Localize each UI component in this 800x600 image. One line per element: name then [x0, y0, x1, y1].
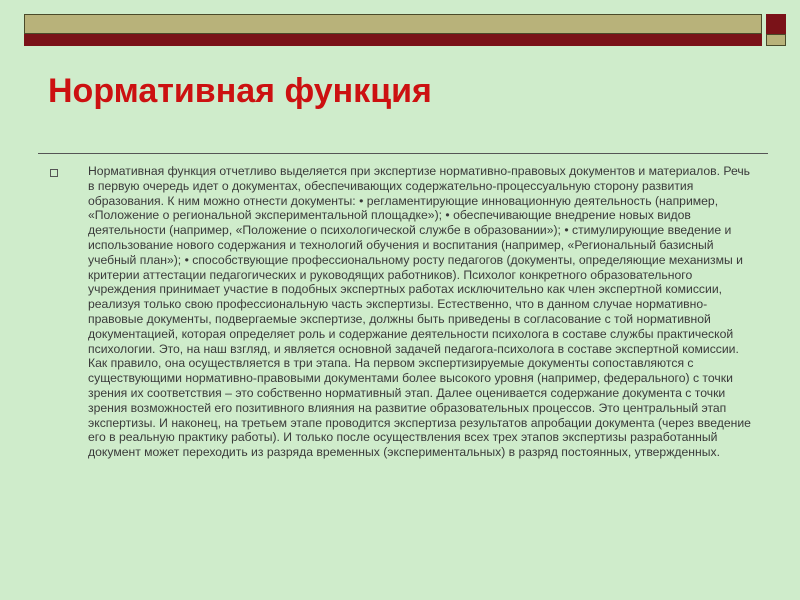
square-bullet-icon: [50, 169, 58, 177]
title-divider: [38, 153, 768, 154]
header-bar-red: [24, 34, 762, 46]
bullet-paragraph: Нормативная функция отчетливо выделяется при экспертизе нормативно-правовых документов и материалов. Речь в первую очередь идет о документах, обеспечивающих содержательно-процессуальную сторону развития образования. К ним можно отнести документы: • регламентирующие инновационную деятельность (например, «Положение о региональной экспериментальной площадке»); • обеспечивающие внедрение новых видов деятельности (например, «Положение о психологической службе в образовании»); • стимулирующие введение и использование нового содержания и технологий обучения и воспитания (например, «Региональный базисный учебный план»); • способствующие профессиональному росту педагогов (документы, определяющие механизмы и критерии аттестации педагогических и руководящих работников). Психолог конкретного образовательного учреждения принимает участие в подобных экспертных работах исключительно как член экспертной комиссии, реализуя только свою профессиональную часть экспертизы. Естественно, что в данном случае нормативно-правовые документы, подвергаемые экспертизе, должны быть приведены в согласование с той нормативной документацией, которая определяет роль и содержание деятельности психолога в составе службы практической психологии. Это, на наш взгляд, и является основной задачей педагога-психолога в составе экспертной комиссии. Как правило, она осуществляется в три этапа. На первом экспертизируемые документы сопоставляются с существующими нормативно-правовыми документами более высокого уровня (например, федерального) с точки зрения их соответствия – это собственно нормативный этап. Далее оценивается содержание документа с точки зрения возможностей его позитивного влияния на развитие образовательных процессов. Это центральный этап экспертизы. И наконец, на третьем этапе проводится экспертиза результатов апробации документа (через введение его в реальную практику работы). И только после осуществления всех трех этапов экспертизы разработанный документ может переходить из разряда временных (экспериментальных) в разряд постоянных, утвержденных.: [88, 164, 751, 460]
header-corner-red: [766, 14, 786, 34]
slide-title: Нормативная функция: [48, 72, 432, 110]
header-bar-olive: [24, 14, 762, 34]
header-corner-olive: [766, 34, 786, 46]
